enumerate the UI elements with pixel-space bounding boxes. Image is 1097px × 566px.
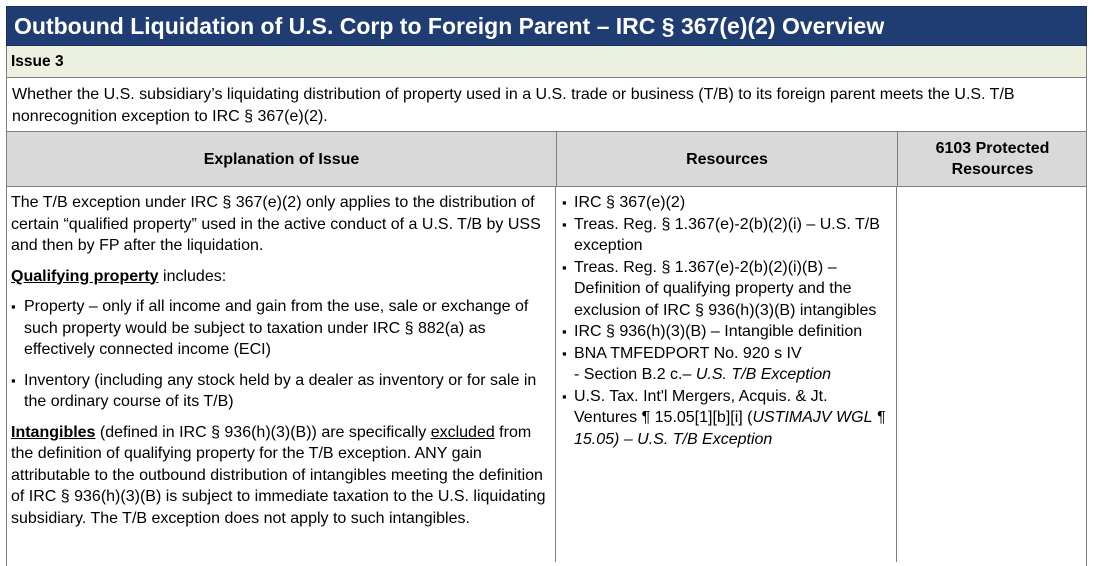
issue-bar xyxy=(6,46,1087,78)
issue-question-row xyxy=(6,78,1087,132)
resource-item xyxy=(562,386,892,451)
resource-item: ▪ IRC § 367(e)(2) xyxy=(562,192,892,214)
intangibles-excluded: excluded xyxy=(430,423,495,441)
resource-subitem xyxy=(562,364,892,386)
intangibles-paragraph xyxy=(11,422,551,530)
title-bar xyxy=(6,6,1087,46)
header-protected-line2: Resources xyxy=(951,161,1034,178)
header-resources-label: Resources xyxy=(686,150,768,168)
intangibles-rest: from the definition of qualifying property for the T/B exception. ANY gain attributable to the outbound distribution of intangibles meeting the definition of IRC § 936(h)(3)(B) is subject to immediate taxation to the U.S. liquidating subsidiary. The T/B exception does not apply to such intangibles. xyxy=(11,423,546,527)
resource-item: ▪ Treas. Reg. § 1.367(e)-2(b)(2)(i)(B) – Definition of qualifying property and the exclusion of IRC § 936(h)(3)(B) intangibles xyxy=(562,257,892,322)
resource-item-italic: USTIMAJV WGL ¶ 15.05) – U.S. T/B Exception xyxy=(574,409,886,448)
column-header-row xyxy=(6,132,1087,187)
intangibles-term: Intangibles xyxy=(11,423,96,441)
qualifying-bullet-inventory: ▪ Inventory (including any stock held by a dealer as inventory or for sale in the ordinary course of its T/B) xyxy=(11,370,551,413)
resource-item: ▪ BNA TMFEDPORT No. 920 s IV xyxy=(562,343,892,365)
resource-subitem-plain: - Section B.2 c.– xyxy=(574,366,696,383)
header-protected-line1: 6103 Protected xyxy=(935,140,1050,157)
header-resources xyxy=(556,132,897,186)
issue-question: Whether the U.S. subsidiary’s liquidating distribution of property used in a U.S. trade or business (T/B) to its foreign parent meets the U.S. T/B nonrecognition exception to IRC § 367(e)(2). xyxy=(12,86,1015,125)
qualifying-bullet-property: ▪ Property – only if all income and gain from the use, sale or exchange of such property would be subject to taxation under IRC § 882(a) as effectively connected income (ECI) xyxy=(11,296,551,361)
qualifying-property-rest: includes: xyxy=(158,267,227,285)
explanation-intro: The T/B exception under IRC § 367(e)(2) only applies to the distribution of certain “qualified property” used in the active conduct of a U.S. T/B by USS and then by FP after the liquidation. xyxy=(11,194,541,254)
explanation-cell xyxy=(11,192,551,538)
header-explanation-label: Explanation of Issue xyxy=(203,150,360,168)
header-explanation xyxy=(7,132,556,186)
resource-subitem-italic: U.S. T/B Exception xyxy=(695,366,832,383)
intangibles-mid: (defined in IRC § 936(h)(3)(B)) are specifically xyxy=(95,423,431,441)
resource-item-plain: U.S. Tax. Int'l Mergers, Acquis. & Jt. Ventures ¶ 15.05[1][b][i] ( xyxy=(574,387,828,426)
page-title: Outbound Liquidation of U.S. Corp to Foreign Parent – IRC § 367(e)(2) Overview xyxy=(14,13,885,39)
qualifying-property-line xyxy=(11,266,551,288)
resources-cell xyxy=(562,192,892,450)
header-protected-resources xyxy=(897,132,1087,186)
resource-item: ▪ IRC § 936(h)(3)(B) – Intangible definition xyxy=(562,321,892,343)
column-divider-2 xyxy=(896,187,897,562)
protected-resources-cell xyxy=(898,192,1086,492)
qualifying-property-term: Qualifying property xyxy=(11,267,159,285)
header-protected-label xyxy=(936,138,1050,180)
issue-label: Issue 3 xyxy=(11,53,64,70)
resource-item: ▪ Treas. Reg. § 1.367(e)-2(b)(2)(i) – U.S. T/B exception xyxy=(562,214,892,257)
column-divider-1 xyxy=(555,187,556,562)
